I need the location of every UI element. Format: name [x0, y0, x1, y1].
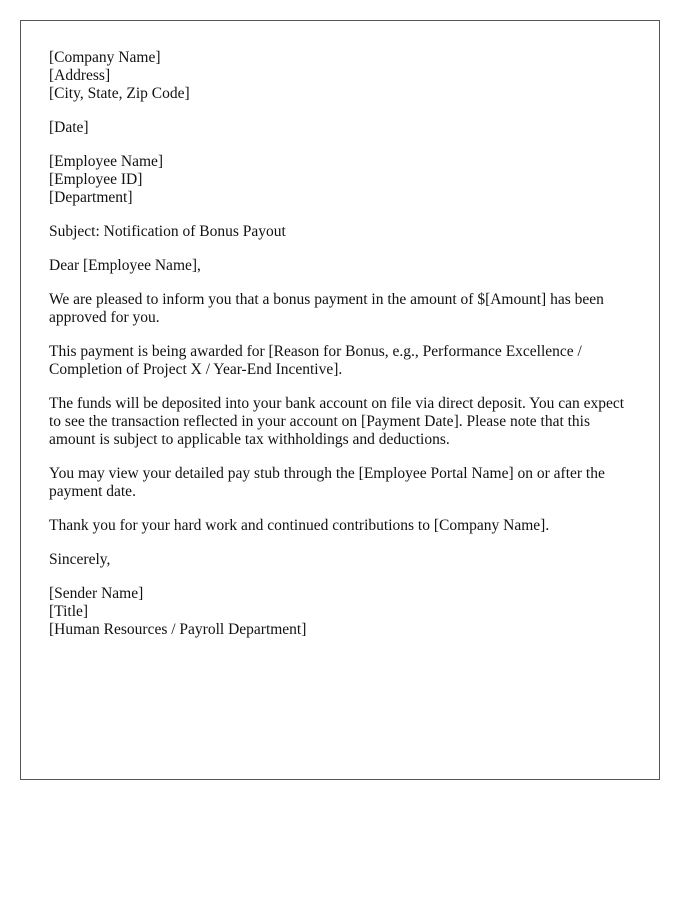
company-name: [Company Name] [49, 49, 161, 66]
recipient-department: [Department] [49, 189, 133, 206]
letter-subject: Subject: Notification of Bonus Payout [49, 223, 286, 240]
body-paragraph-pay-stub: You may view your detailed pay stub through the [Employee Portal Name] on or after the payment date. [49, 465, 605, 500]
company-address: [Address] [49, 67, 111, 84]
body-paragraph-thanks: Thank you for your hard work and continued contributions to [Company Name]. [49, 517, 550, 534]
company-city-state-zip: [City, State, Zip Code] [49, 85, 190, 102]
sender-address-block [49, 49, 631, 103]
letter-page [20, 20, 660, 780]
signature-department: [Human Resources / Payroll Department] [49, 621, 307, 638]
letter-date: [Date] [49, 119, 89, 136]
signature-title: [Title] [49, 603, 89, 620]
signature-sender-name: [Sender Name] [49, 585, 144, 602]
letter-closing: Sincerely, [49, 551, 111, 568]
body-paragraph-reason: This payment is being awarded for [Reason for Bonus, e.g., Performance Excellence / Completion of Project X / Year-End Incentive]. [49, 343, 582, 378]
letter-salutation: Dear [Employee Name], [49, 257, 201, 274]
recipient-block [49, 153, 631, 207]
body-paragraph-amount: We are pleased to inform you that a bonus payment in the amount of $[Amount] has been approved for you. [49, 291, 604, 326]
recipient-employee-name: [Employee Name] [49, 153, 164, 170]
recipient-employee-id: [Employee ID] [49, 171, 143, 188]
signature-block [49, 585, 631, 639]
body-paragraph-deposit: The funds will be deposited into your bank account on file via direct deposit. You can expect to see the transaction reflected in your account on [Payment Date]. Please note that this amount is subject to applicable tax withholdings and deductions. [49, 395, 625, 448]
